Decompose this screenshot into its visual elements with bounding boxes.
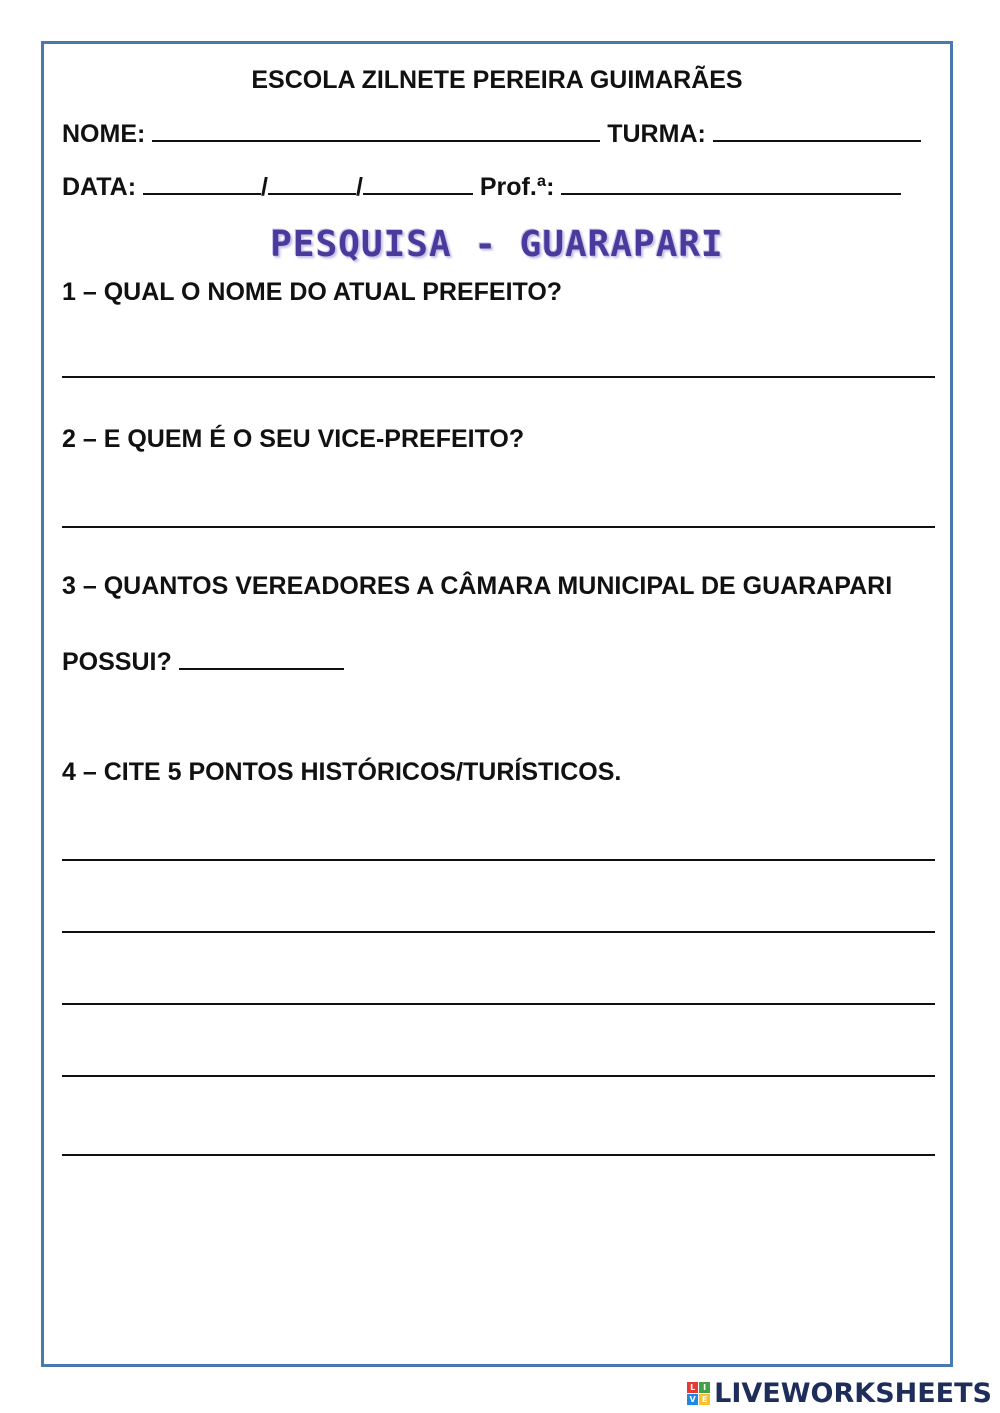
worksheet-title: PESQUISA - GUARAPARI <box>270 224 724 265</box>
date-separator: / <box>355 173 363 201</box>
answer-line-4b[interactable] <box>62 931 935 933</box>
answer-line-4a[interactable] <box>62 859 935 861</box>
name-label: NOME: <box>62 120 146 148</box>
question-3-continuation-row <box>62 647 344 677</box>
date-day-blank[interactable] <box>143 172 261 195</box>
logo-letter: E <box>699 1394 710 1405</box>
question-3-continuation: POSSUI? <box>62 648 172 676</box>
name-row <box>62 119 921 149</box>
logo-letter: V <box>687 1394 698 1405</box>
answer-line-1[interactable] <box>62 376 935 378</box>
question-2: 2 – E QUEM É O SEU VICE-PREFEITO? <box>62 425 525 453</box>
logo-letter: I <box>699 1382 710 1393</box>
logo-letter: L <box>687 1382 698 1393</box>
question-1: 1 – QUAL O NOME DO ATUAL PREFEITO? <box>62 278 563 306</box>
liveworksheets-watermark <box>687 1378 992 1409</box>
worksheet-frame <box>41 41 953 1367</box>
name-blank[interactable] <box>152 119 600 142</box>
answer-line-4d[interactable] <box>62 1075 935 1077</box>
date-month-blank[interactable] <box>268 172 356 195</box>
answer-line-2[interactable] <box>62 526 935 528</box>
question-4: 4 – CITE 5 PONTOS HISTÓRICOS/TURÍSTICOS. <box>62 758 622 786</box>
answer-line-4e[interactable] <box>62 1154 935 1156</box>
teacher-blank[interactable] <box>561 172 901 195</box>
date-separator: / <box>261 173 268 201</box>
class-blank[interactable] <box>713 119 921 142</box>
date-year-blank[interactable] <box>363 172 473 195</box>
date-label: DATA: <box>62 173 137 201</box>
school-name: ESCOLA ZILNETE PEREIRA GUIMARÃES <box>251 66 743 94</box>
liveworksheets-logo-icon <box>687 1382 710 1405</box>
teacher-label: Prof.ª: <box>479 173 555 201</box>
date-row <box>62 172 901 202</box>
question-3: 3 – QUANTOS VEREADORES A CÂMARA MUNICIPAL DE GUARAPARI <box>62 572 893 600</box>
answer-blank-3[interactable] <box>179 647 344 670</box>
answer-line-4c[interactable] <box>62 1003 935 1005</box>
liveworksheets-text: LIVEWORKSHEETS <box>714 1378 992 1409</box>
class-label: TURMA: <box>607 120 706 148</box>
